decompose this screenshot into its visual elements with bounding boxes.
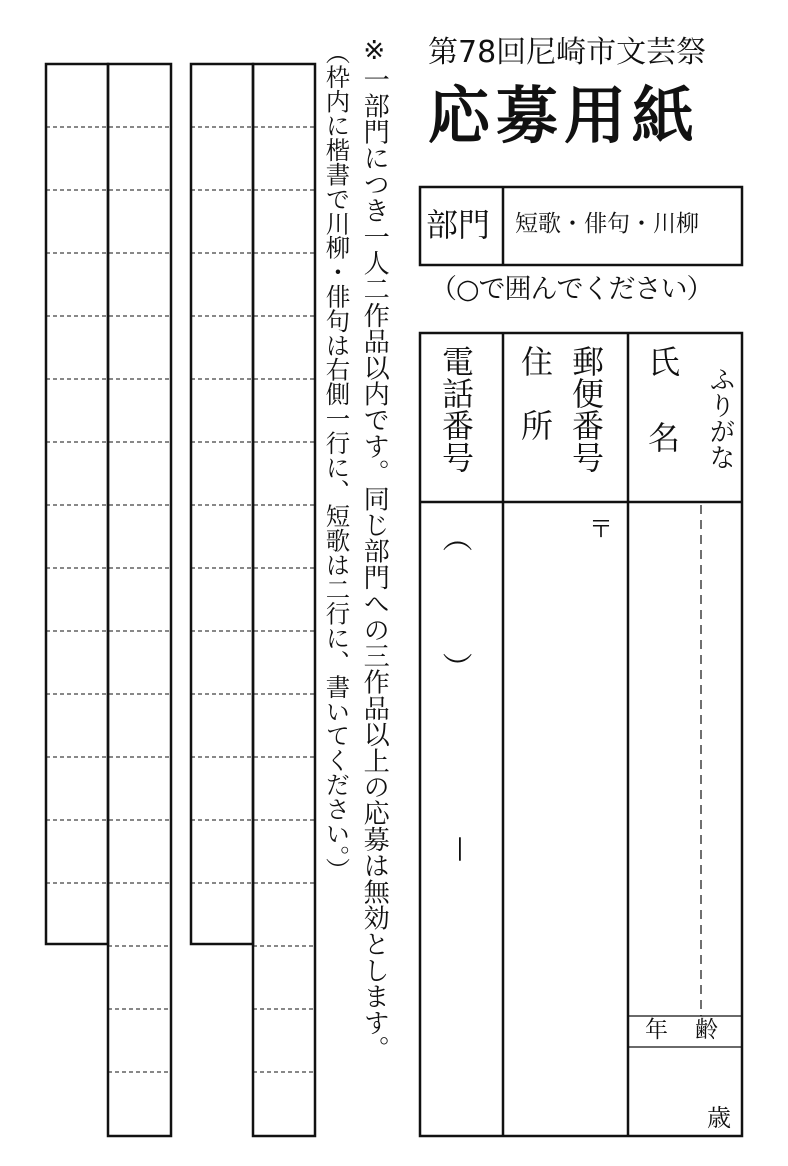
- postal-label: 郵便番号: [567, 345, 605, 473]
- phone-dash: —: [446, 836, 476, 862]
- phone-input[interactable]: [420, 502, 503, 1136]
- furigana-label: ふりがな: [705, 366, 735, 470]
- notes-sub: （枠内に楷書で川柳・俳句は右側一行に、短歌は二行に、書いてください。）: [321, 40, 351, 882]
- event-title: 第78回尼崎市文芸祭: [428, 35, 707, 70]
- entry1-tanka-input[interactable]: [46, 64, 108, 944]
- category-options[interactable]: 短歌・俳句・川柳: [515, 211, 699, 237]
- age-label: 年 齢: [645, 1017, 720, 1043]
- category-hint: （○で囲んでください）: [430, 274, 713, 305]
- postal-mark: 〒: [589, 515, 613, 543]
- age-input[interactable]: [628, 1047, 704, 1136]
- address-input[interactable]: [503, 502, 628, 1136]
- entry1-haiku-input[interactable]: [108, 64, 171, 1136]
- phone-paren-close: ）: [438, 652, 473, 682]
- phone-paren-open: （: [438, 522, 473, 552]
- entry2-haiku-input[interactable]: [253, 64, 315, 1136]
- name-input[interactable]: [628, 502, 701, 1016]
- category-label: 部門: [426, 206, 491, 244]
- notes-main: ※一部門につき一人二作品以内です。同じ部門への三作品以上の応募は無効とします。: [359, 36, 390, 1062]
- phone-label: 電話番号: [437, 345, 475, 473]
- age-unit: 歳: [707, 1104, 731, 1132]
- form-title: 応募用紙: [428, 79, 701, 152]
- entry2-tanka-input[interactable]: [191, 64, 253, 944]
- furigana-input[interactable]: [701, 502, 742, 1016]
- address-label: 住 所: [516, 345, 554, 441]
- name-label: 氏 名: [643, 345, 681, 459]
